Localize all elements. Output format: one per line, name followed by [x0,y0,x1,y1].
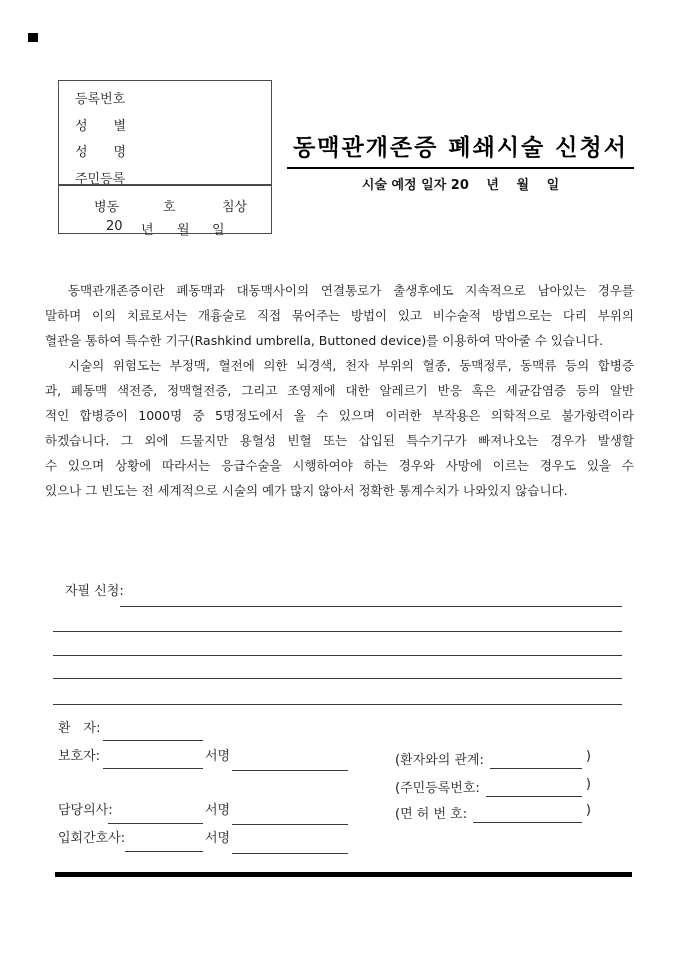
body-line: 과, 폐동맥 색전증, 정맥혈전증, 그리고 조영제에 대한 알레르기 반응 혹은 세균감염증 등의 알반 [45,383,634,398]
body-line: 말하며 이의 치료로서는 개흉술로 직접 묶어주는 방법이 있고 비수술적 방법으로는 다리 부위의 [45,308,634,323]
info-box-divider [58,184,272,186]
nurse-name-line [125,851,203,852]
nurse-label: 입회간호사: [58,831,126,846]
resident-id-group [395,777,591,797]
patient-label: 환 자: [58,721,101,736]
doctor-signature-line [232,824,348,825]
relation-group [395,749,591,769]
body-line: 시술의 위험도는 부정맥, 혈전에 의한 뇌경색, 천자 부위의 혈종, 동맥정루, 동맥류 등의 합병증 [68,358,634,373]
body-line: 있으나 그 빈도는 전 세계적으로 시술의 예가 많지 않아서 정확한 통계수치가 나와있지 않습니다. [45,483,568,498]
doctor-name-line [108,823,203,824]
field-sex: 성 별 [75,119,127,134]
writing-line [53,678,622,679]
writing-line [53,631,622,632]
footer-bar [55,872,632,877]
writing-line [120,606,622,607]
field-name: 성 명 [75,145,127,160]
doctor-label: 담당의사: [58,803,113,818]
patient-info-box [58,80,272,238]
room-label: 호 [163,200,176,215]
month-label: 월 [177,223,190,238]
body-line: 적인 합병증이 1000명 중 5명정도에서 올 수 있으며 이러한 부작용은 의학적으로 불가항력이라 [45,408,634,423]
resident-id-label: (주민등록번호: [395,781,480,796]
license-label: (면 허 번 호: [395,807,468,822]
year-prefix: 20 [106,219,123,234]
field-resident-id: 주민등록 [75,172,126,187]
license-group [395,803,591,823]
guardian-label: 보호자: [58,749,101,764]
close-paren: ) [585,777,591,792]
body-line: 수 있으며 상황에 따라서는 응급수술을 시행하여야 하는 경우와 사망에 이르는 경우도 있을 수 [45,458,634,473]
scan-artifact-mark [28,33,38,42]
ward-label: 병동 [94,200,120,215]
nurse-signature-line [232,853,348,854]
close-paren: ) [585,749,591,764]
guardian-sign-label: 서명 [205,749,231,764]
writing-line [53,704,622,705]
doctor-sign-label: 서명 [205,803,231,818]
resident-id-line [486,777,582,797]
patient-name-line [103,740,203,741]
procedure-date-line: 시술 예정 일자 20 년 월 일 [361,178,560,193]
relation-label: (환자와의 관계: [395,753,484,768]
writing-line [53,655,622,656]
form-title: 동맥관개존증 폐쇄시술 신청서 [287,129,634,169]
body-line: 동맥관개존증이란 폐동맥과 대동맥사이의 연결통로가 출생후에도 지속적으로 남아있는 경우를 [68,283,634,298]
guardian-name-line [103,768,203,769]
nurse-sign-label: 서명 [205,831,231,846]
consent-text [45,278,634,503]
title-block [287,129,634,193]
year-label: 년 [141,223,154,238]
field-registration-number: 등록번호 [75,92,126,107]
relation-line [490,749,582,769]
license-line [473,803,582,823]
close-paren: ) [585,803,591,818]
bed-label: 침상 [222,200,248,215]
guardian-signature-line [232,770,348,771]
day-label: 일 [212,223,225,238]
body-line: 혈관을 통하여 특수한 기구(Rashkind umbrella, Buttoned device)를 이용하여 막아줄 수 있습니다. [45,333,604,348]
handwritten-request-label: 자필 신청: [65,584,124,599]
body-line: 하겠습니다. 그 외에 드물지만 용혈성 빈혈 또는 삽입된 특수기구가 빠져나오는 경우가 발생할 [45,433,634,448]
